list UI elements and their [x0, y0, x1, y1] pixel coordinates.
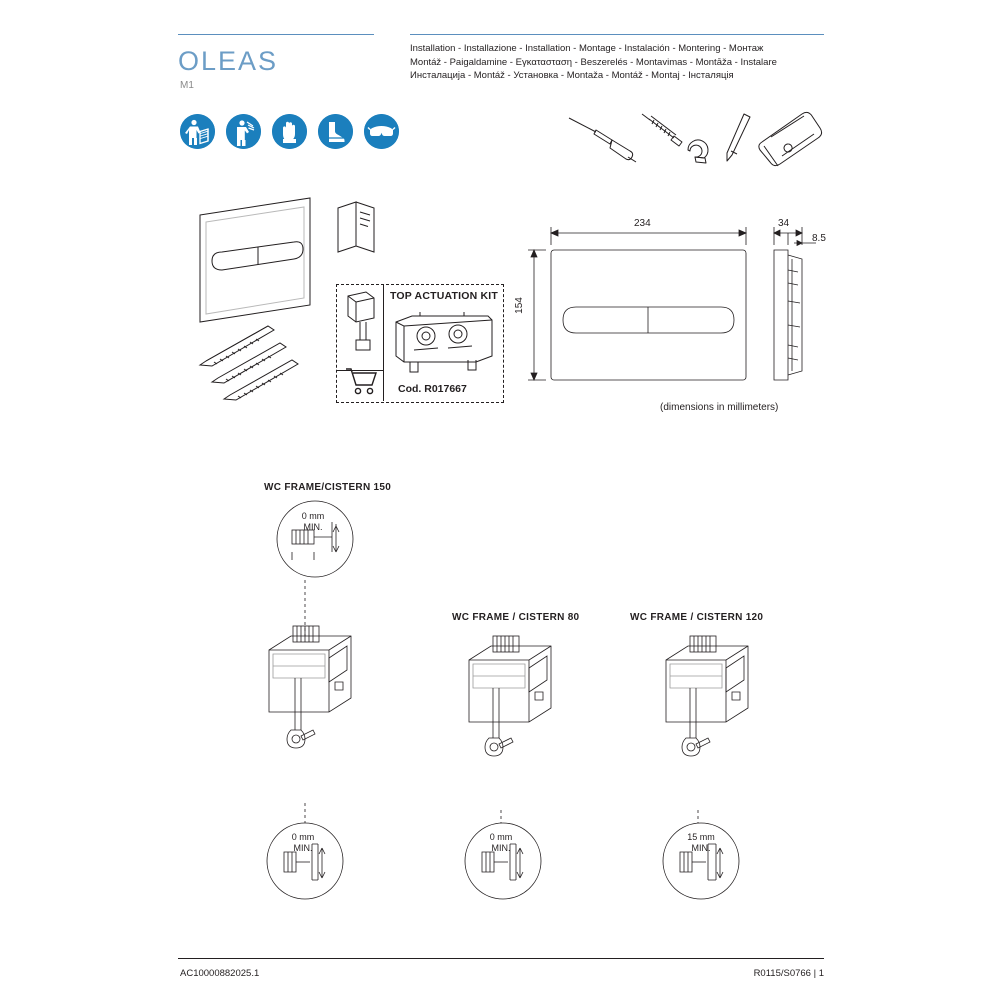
callout-150-top-value: 0 mm — [301, 511, 325, 521]
callout-120-bottom-label: MIN. — [691, 843, 711, 853]
language-line-2: Montáž - Paigaldamine - Εγκατασταση - Beszerelés - Montavimas - Montāža - Instalare — [410, 56, 777, 68]
dimension-depth-label: 34 — [778, 218, 790, 229]
section-title-cistern-120: WC FRAME / CISTERN 120 — [630, 612, 764, 623]
dimension-drawing — [513, 215, 832, 400]
model-label: M1 — [180, 80, 194, 91]
instruction-booklet-icon — [332, 198, 380, 258]
callout-150-top-label: MIN. — [303, 522, 323, 532]
drill-bit-icon — [642, 114, 682, 146]
flush-plate-illustration — [200, 198, 310, 322]
language-divider — [410, 34, 824, 35]
callout-150-bottom-value: 0 mm — [291, 832, 315, 842]
cistern-80-illustration — [455, 630, 585, 840]
callout-80-bottom-value: 0 mm — [489, 832, 513, 842]
eye-protection-warning-icon — [226, 114, 261, 149]
language-line-1: Installation - Installazione - Installation - Montage - Instalación - Montering - Монтаж — [410, 43, 764, 54]
kit-code: Cod. R017667 — [398, 383, 467, 395]
callout-120-bottom-text — [678, 832, 724, 854]
callout-150-bottom-text — [282, 832, 324, 854]
safety-boots-icon — [318, 114, 353, 149]
actuation-mechanism-icon — [392, 306, 496, 378]
pencil-icon — [727, 114, 750, 161]
dimension-depth-small-label: 8.5 — [812, 233, 826, 244]
shopping-cart-icon — [343, 364, 379, 398]
safety-goggles-icon — [364, 114, 399, 149]
language-line-3: Инсталација - Montáž - Установка - Montaža - Montáž - Montaj - Інсталяція — [410, 70, 734, 81]
footer-divider — [178, 958, 824, 959]
brand-divider — [178, 34, 374, 35]
dimension-units-note: (dimensions in millimeters) — [660, 402, 779, 413]
dimension-width-label: 234 — [634, 218, 651, 229]
safety-icon-row — [180, 114, 399, 149]
document-revision: R0115/S0766 | 1 — [753, 968, 824, 979]
callout-80-bottom-label: MIN. — [491, 843, 511, 853]
callout-80-bottom-text — [480, 832, 522, 854]
fixing-rods-illustration — [200, 326, 298, 400]
cistern-150-illustration — [255, 578, 385, 838]
cistern-120-illustration — [652, 630, 782, 840]
read-instructions-icon — [180, 114, 215, 149]
utility-knife-icon — [759, 112, 822, 166]
protective-gloves-icon — [272, 114, 307, 149]
kit-title: TOP ACTUATION KIT — [390, 290, 499, 302]
dimension-height-label: 154 — [513, 297, 525, 314]
screwdriver-icon — [569, 118, 636, 162]
kit-box-divider — [383, 284, 384, 401]
actuation-adapter-icon — [340, 288, 382, 366]
section-title-cistern-80: WC FRAME / CISTERN 80 — [452, 612, 580, 623]
callout-150-bottom-label: MIN. — [293, 843, 313, 853]
document-code: AC10000882025.1 — [180, 968, 260, 979]
section-title-cistern-150: WC FRAME/CISTERN 150 — [264, 482, 392, 493]
callout-120-bottom-value: 15 mm — [687, 832, 715, 842]
callout-150-top-text — [292, 511, 334, 533]
page-title: OLEAS — [178, 46, 279, 76]
tool-row — [566, 110, 826, 165]
tape-measure-icon — [688, 140, 708, 163]
language-list — [410, 42, 830, 83]
